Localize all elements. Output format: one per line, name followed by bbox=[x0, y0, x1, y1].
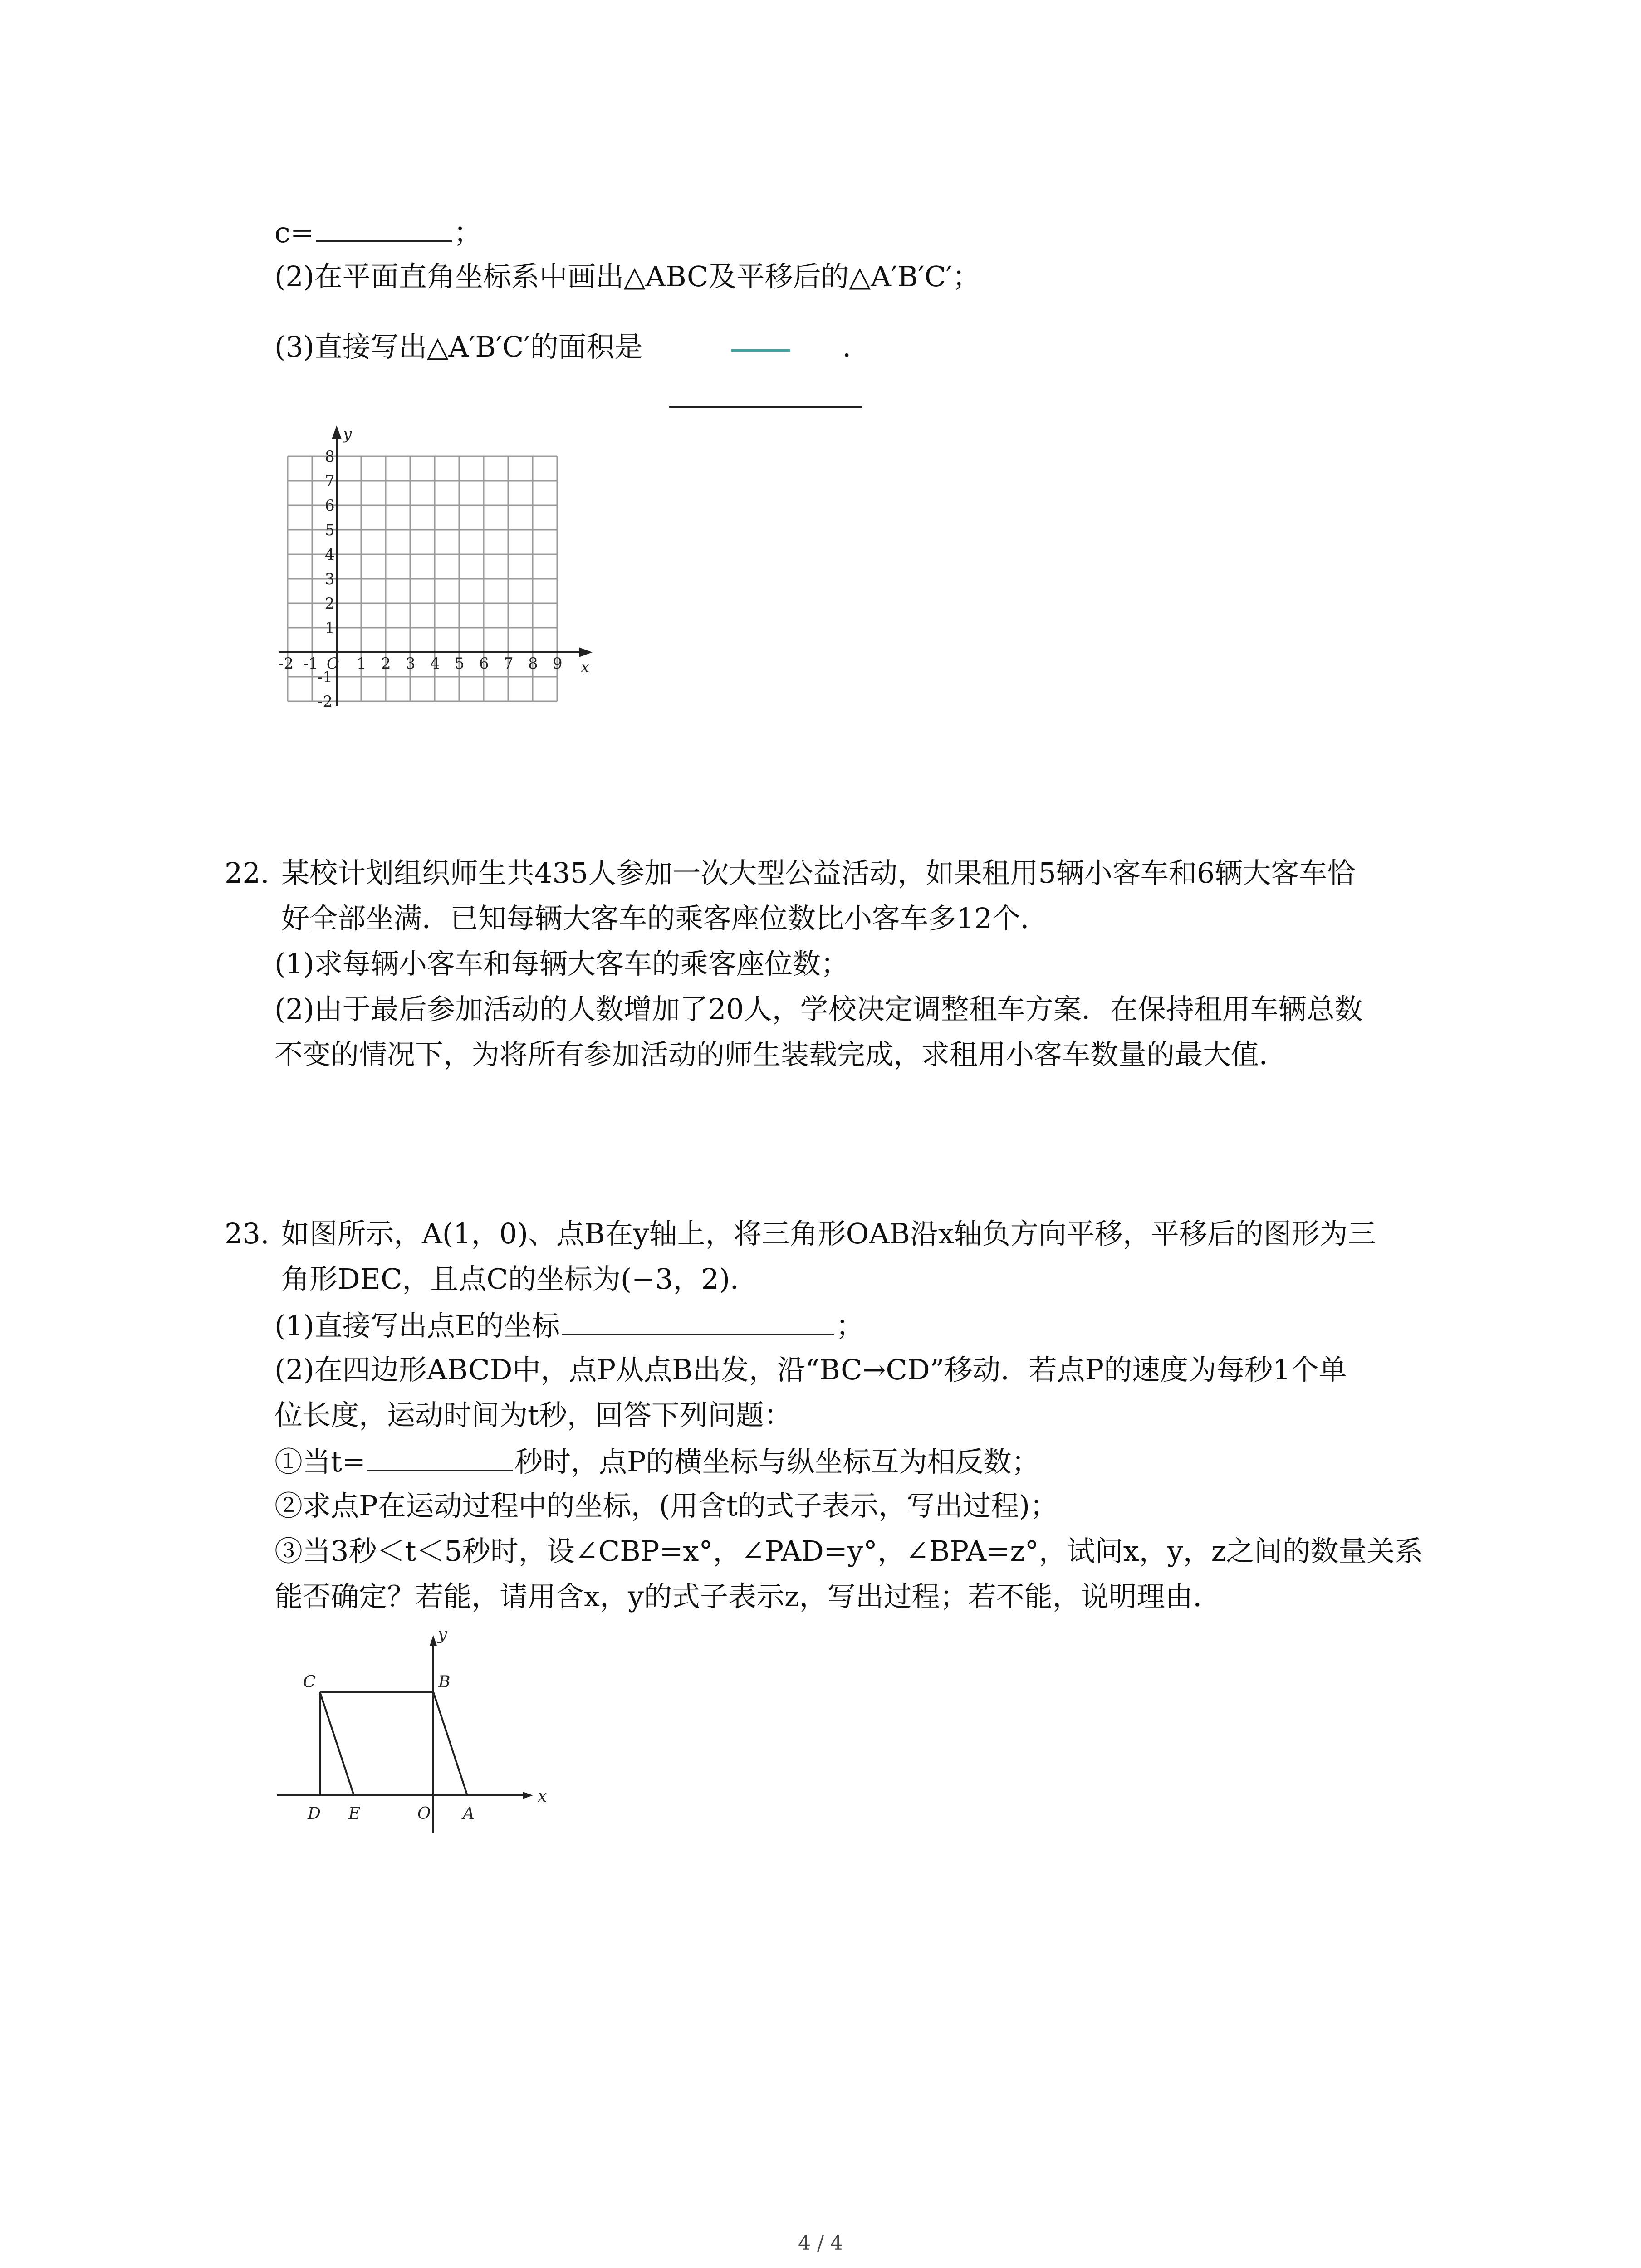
y-axis-arrow bbox=[430, 1635, 437, 1646]
label-C: C bbox=[303, 1673, 316, 1691]
q23-e-blank[interactable] bbox=[562, 1306, 834, 1335]
grid-x-arrow bbox=[580, 649, 590, 656]
q23-sub3-line1: ③当3秒＜t＜5秒时，设∠CBP=x°，∠PAD=y°，∠BPA=z°，试问x，y，z之间的数量关系 bbox=[274, 1535, 1423, 1568]
q21-c-label: c= bbox=[274, 216, 314, 249]
q23-part2-line1: (2)在四边形ABCD中，点P从点B出发，沿“BC→CD”移动．若点P的速度为每秒1个单 bbox=[274, 1353, 1347, 1386]
q21-part3 bbox=[274, 329, 851, 365]
grid-y-axis-label: y bbox=[343, 425, 352, 443]
grid-x-tick: 7 bbox=[504, 655, 514, 673]
q21-c-blank[interactable] bbox=[316, 213, 452, 242]
grid-y-tick: 7 bbox=[325, 472, 335, 490]
grid-x-tick: -2 bbox=[279, 655, 294, 673]
grid-x-tick: 9 bbox=[553, 655, 563, 673]
grid-y-tick: 3 bbox=[325, 570, 335, 588]
q23-t-blank[interactable] bbox=[367, 1442, 513, 1471]
grid-x-axis-label: x bbox=[581, 658, 590, 676]
label-B: B bbox=[438, 1673, 451, 1691]
q22-part1: (1)求每辆小客车和每辆大客车的乘客座位数； bbox=[274, 947, 849, 980]
q23-part1-text: (1)直接写出点E的坐标 bbox=[274, 1309, 560, 1342]
q22-stem-line2: 好全部坐满．已知每辆大客车的乘客座位数比小客车多12个． bbox=[281, 902, 1048, 935]
coordinate-grid bbox=[272, 399, 626, 726]
label-D: D bbox=[308, 1804, 321, 1823]
segment-CE bbox=[320, 1692, 354, 1795]
q23-sub2: ②求点P在运动过程中的坐标，(用含t的式子表示，写出过程)； bbox=[274, 1489, 1058, 1522]
page-number: 4 / 4 bbox=[798, 2232, 843, 2255]
grid-x-tick: 3 bbox=[406, 655, 416, 673]
q23-number: 23. bbox=[225, 1217, 269, 1250]
q21-c-end: ； bbox=[453, 216, 482, 249]
q21-part3-text: (3)直接写出△A′B′C′的面积是 bbox=[274, 330, 643, 363]
grid-x-tick: 2 bbox=[381, 655, 391, 673]
q23-sub1-start: ①当t= bbox=[274, 1445, 366, 1478]
grid-y-tick: 2 bbox=[325, 595, 335, 613]
grid-y-tick: -1 bbox=[318, 668, 333, 686]
grid-origin-label: O bbox=[327, 655, 339, 673]
grid-y-arrow bbox=[333, 428, 340, 438]
fig-y-label: y bbox=[438, 1625, 447, 1644]
grid-y-tick: 4 bbox=[325, 546, 335, 564]
q21-answer-blank[interactable] bbox=[669, 406, 862, 408]
label-E: E bbox=[348, 1804, 361, 1823]
q23-stem-line1: 如图所示，A(1，0)、点B在y轴上，将三角形OAB沿x轴负方向平移，平移后的图形为三 bbox=[281, 1217, 1376, 1250]
q22-part2-line2: 不变的情况下，为将所有参加活动的师生装载完成，求租用小客车数量的最大值． bbox=[274, 1038, 1288, 1071]
q21-part2: (2)在平面直角坐标系中画出△ABC及平移后的△A′B′C′； bbox=[274, 260, 981, 293]
segment-BA bbox=[433, 1692, 467, 1795]
q21-c-line bbox=[274, 213, 482, 251]
q23-part2-line2: 位长度，运动时间为t秒，回答下列问题： bbox=[274, 1398, 792, 1432]
grid-x-tick: 8 bbox=[528, 655, 538, 673]
q21-answer-mark bbox=[731, 349, 790, 352]
grid-y-tick: -2 bbox=[318, 693, 333, 711]
grid-x-tick: 5 bbox=[455, 655, 465, 673]
q22-stem-line1: 某校计划组织师生共435人参加一次大型公益活动，如果租用5辆小客车和6辆大客车恰 bbox=[281, 856, 1356, 890]
q22-number: 22. bbox=[225, 856, 269, 890]
q23-sub3-line2: 能否确定？若能，请用含x，y的式子表示z，写出过程；若不能，说明理由． bbox=[274, 1580, 1221, 1613]
q23-sub1 bbox=[274, 1442, 1040, 1480]
x-axis-arrow bbox=[523, 1792, 533, 1799]
q23-part1 bbox=[274, 1306, 864, 1344]
grid-x-tick: 6 bbox=[479, 655, 489, 673]
grid-x-tick: -1 bbox=[303, 655, 318, 673]
q21-part3-end: . bbox=[842, 330, 852, 363]
q22-part2-line1: (2)由于最后参加活动的人数增加了20人，学校决定调整租车方案．在保持租用车辆总数 bbox=[274, 992, 1363, 1026]
q23-sub1-end: 秒时，点P的横坐标与纵坐标互为相反数； bbox=[514, 1445, 1040, 1478]
label-A: A bbox=[463, 1804, 475, 1823]
grid-x-tick: 4 bbox=[430, 655, 440, 673]
fig-x-label: x bbox=[538, 1787, 547, 1806]
q23-part1-end: ； bbox=[836, 1309, 864, 1342]
grid-y-tick: 1 bbox=[325, 619, 335, 637]
label-O: O bbox=[417, 1804, 431, 1823]
grid-y-tick: 6 bbox=[325, 497, 335, 515]
grid-y-tick: 8 bbox=[325, 448, 335, 466]
grid-x-tick: 1 bbox=[357, 655, 367, 673]
quadrilateral-figure bbox=[272, 1624, 554, 1837]
q23-stem-line2: 角形DEC，且点C的坐标为(−3，2)． bbox=[281, 1262, 759, 1295]
grid-y-tick: 5 bbox=[325, 521, 335, 539]
